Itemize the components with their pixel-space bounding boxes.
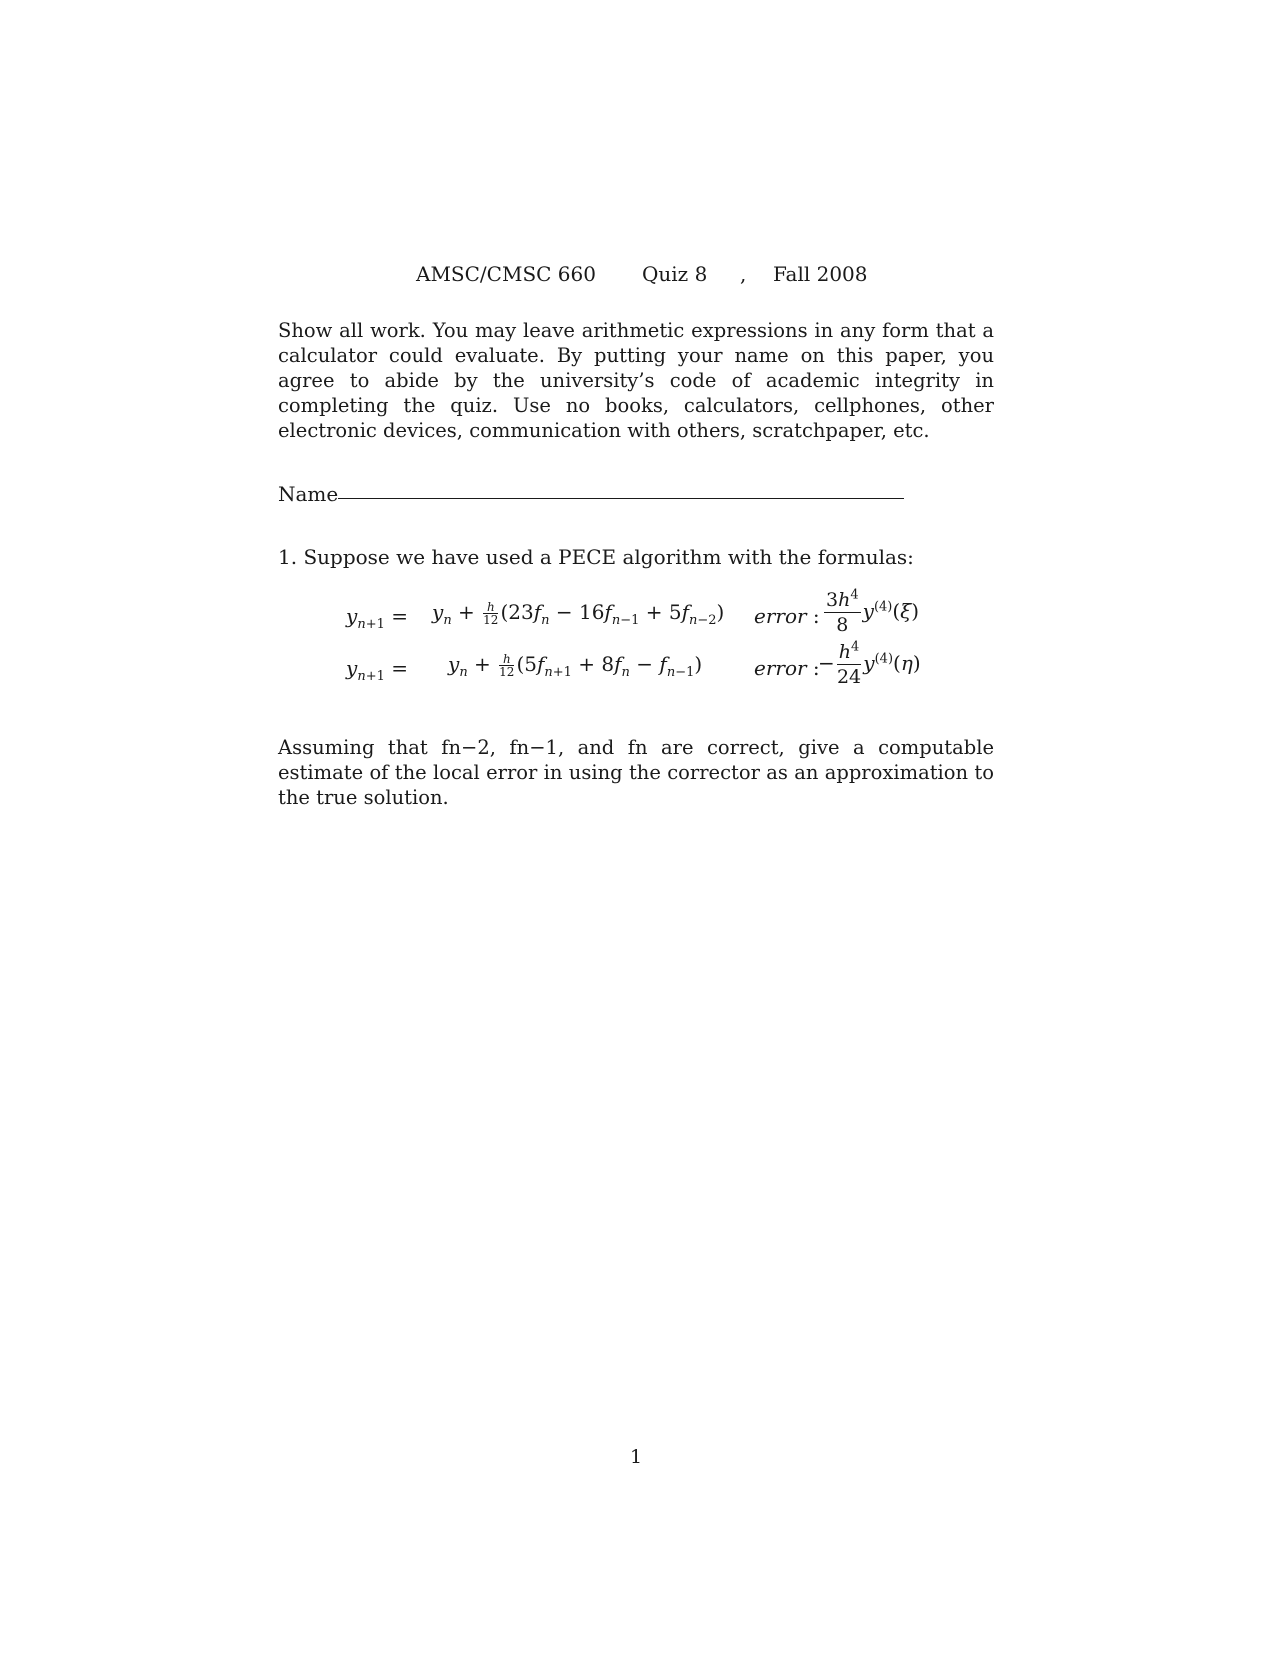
quiz-header [0, 262, 1280, 292]
predictor-lhs: $y_{n+1}$ = [346, 604, 408, 632]
corrector-rhs: $y_n$ + $\frac{h}{12}$ $(5f_{n+1} + 8f_n - f_{n-1})$ [448, 652, 703, 680]
name-label: Name [278, 482, 339, 506]
page-number: 1 [630, 1446, 643, 1468]
course-code: AMSC/CMSC 660 [416, 262, 596, 286]
corrector-error-label: error : [754, 656, 820, 680]
instructions-paragraph: Show all work. You may leave arithmetic expressions in any form that a calculator could evaluate. By putting your name on this paper, you agree to abide by the university’s code of academic integrity in completing the quiz. Use no books, calculators, cellphones, other electronic devices, communication with others, scratchpaper, etc. [278, 319, 994, 442]
corrector-error-expression: − $\frac{h^4}{24}$ $y^{(4)}(\eta)$ [818, 639, 921, 688]
quiz-number: Quiz 8 [642, 262, 708, 286]
predictor-rhs: $y_n$ + $\frac{h}{12}$ $(23f_n - 16f_{n-1} + 5f_{n-2})$ [432, 600, 725, 628]
problem-question: Assuming that fn−2, fn−1, and fn are correct, give a computable estimate of the local error in using the corrector as an approximation to the true solution. [278, 736, 994, 809]
problem-intro: 1. Suppose we have used a PECE algorithm with the formulas: [278, 545, 914, 569]
name-field[interactable] [278, 482, 904, 512]
name-underline[interactable] [338, 498, 904, 499]
term: Fall 2008 [773, 262, 868, 286]
header-separator: , [740, 262, 747, 286]
corrector-lhs: $y_{n+1}$ = [346, 656, 408, 684]
predictor-error-label: error : [754, 604, 820, 628]
predictor-error-expression: $\frac{3h^4}{8}$ $y^{(4)}(\xi)$ [826, 587, 919, 636]
